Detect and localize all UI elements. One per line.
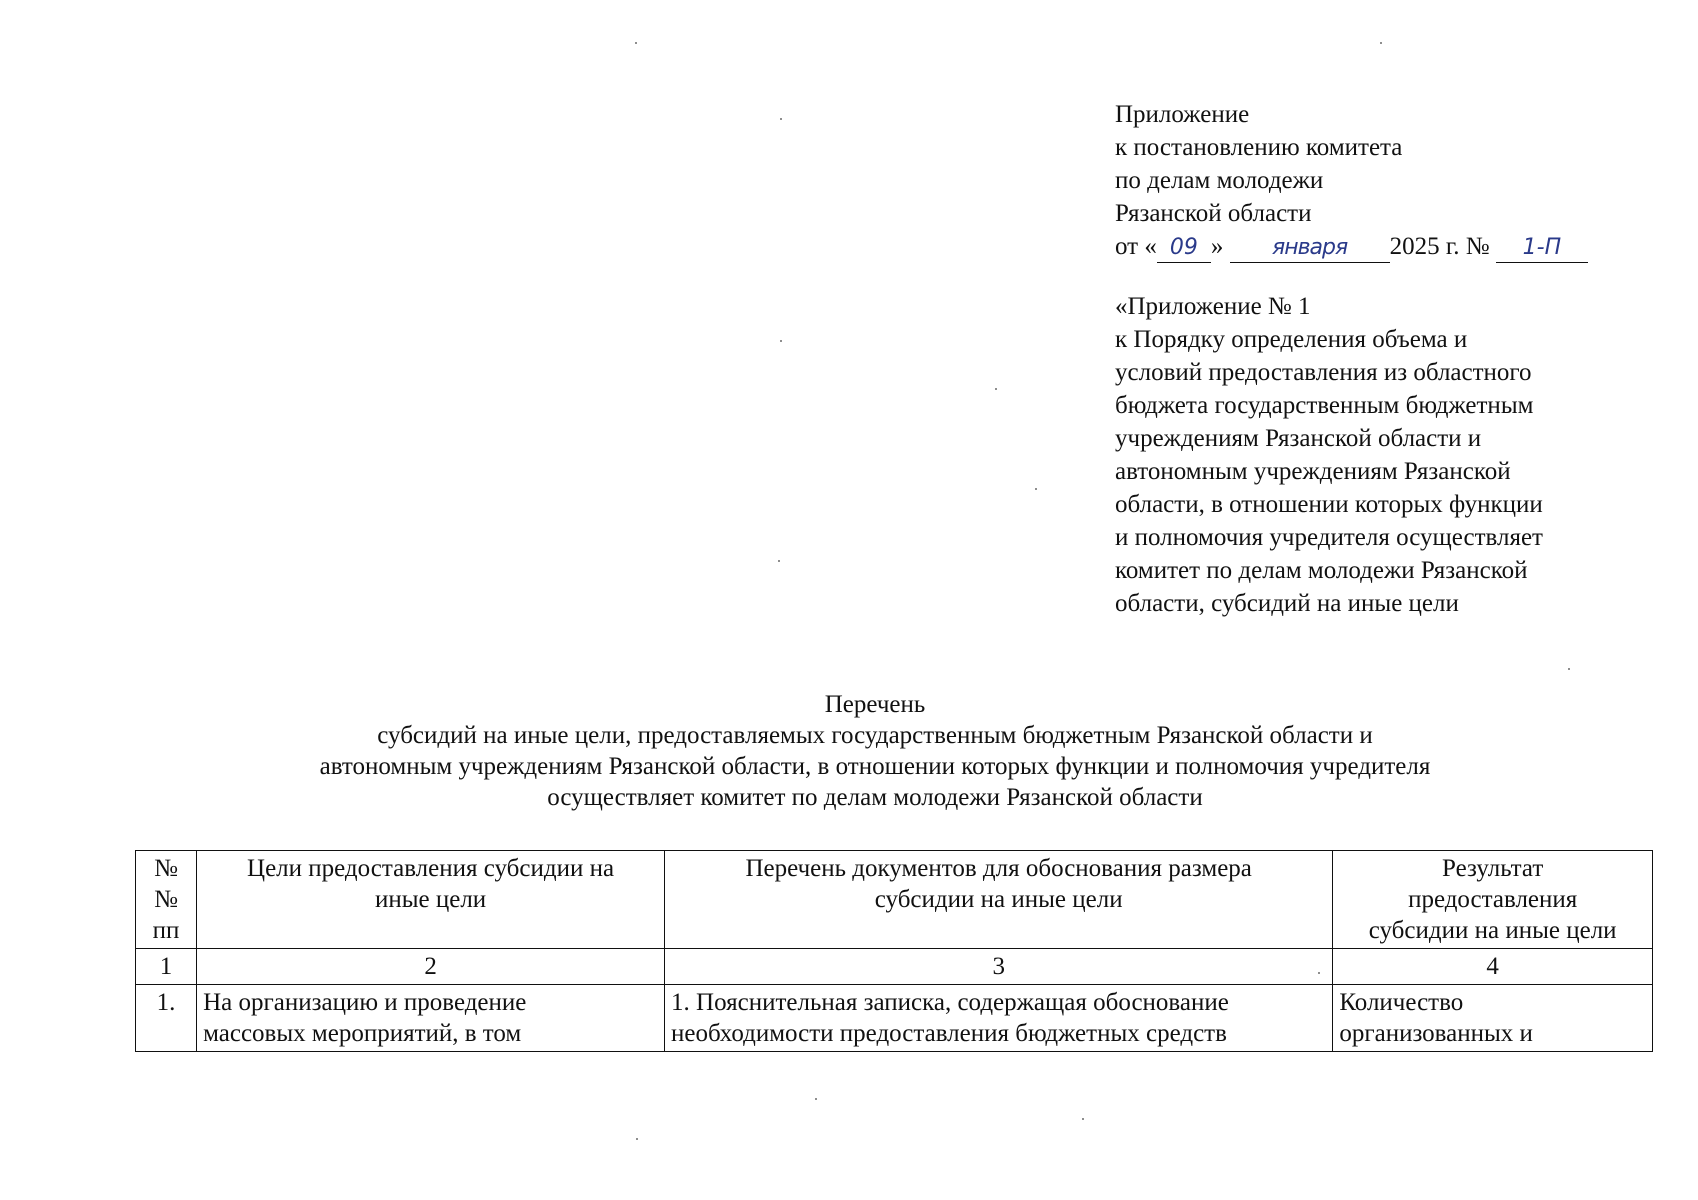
column-number-cell: 3 (665, 949, 1333, 985)
appendix-line: области, в отношении которых функции (1115, 491, 1543, 518)
scan-speck (778, 560, 780, 562)
appendix-line: комитет по делам молодежи Рязанской (1115, 557, 1528, 584)
scan-speck (1568, 668, 1570, 670)
cell-text: На организацию и проведение (203, 989, 527, 1016)
header-cell-text: пп (152, 917, 180, 944)
scan-speck (815, 1098, 817, 1100)
spacer (1115, 263, 1635, 290)
appendix-line: «Приложение № 1 (1115, 293, 1311, 320)
subsidies-table (135, 850, 1653, 1052)
header-cell-text: Перечень документов для обоснования размера (745, 855, 1252, 882)
header-cell-result (1333, 851, 1653, 949)
header-line: Рязанской области (1115, 200, 1312, 227)
header-cell-text: иные цели (374, 886, 487, 913)
cell-text: массовых мероприятий, в том (203, 1020, 522, 1047)
cell-text: необходимости предоставления бюджетных средств (671, 1020, 1227, 1047)
order-line (1115, 230, 1635, 263)
order-month-handwritten: января (1230, 234, 1390, 263)
header-cell-text: № (154, 886, 178, 913)
header-line: к постановлению комитета (1115, 134, 1403, 161)
header-line: Приложение (1115, 101, 1250, 128)
title-line: осуществляет комитет по делам молодежи Рязанской области (547, 784, 1203, 811)
order-day-handwritten: 09 (1157, 234, 1211, 263)
order-number-handwritten: 1-П (1496, 234, 1588, 263)
cell-text: 1. Пояснительная записка, содержащая обоснование (671, 989, 1229, 1016)
documents-cell (665, 985, 1333, 1052)
appendix-line: и полномочия учредителя осуществляет (1115, 524, 1543, 551)
scan-speck (995, 388, 997, 390)
table-header-row (136, 851, 1653, 949)
header-cell-text: № (154, 855, 178, 882)
title-line: Перечень (824, 691, 926, 718)
appendix-line: области, субсидий на иные цели (1115, 590, 1459, 617)
column-number-cell: 4 (1333, 949, 1653, 985)
order-prefix: от « (1115, 233, 1157, 260)
document-title (150, 689, 1600, 813)
appendix-line: автономным учреждениям Рязанской (1115, 458, 1511, 485)
scan-speck (636, 1138, 638, 1140)
table-row (136, 985, 1653, 1052)
order-mid: » (1210, 233, 1224, 260)
scan-speck (780, 340, 782, 342)
scan-speck (1035, 488, 1037, 490)
scan-speck (1380, 42, 1382, 44)
cell-text: организованных и (1339, 1020, 1533, 1047)
column-number-cell: 2 (197, 949, 665, 985)
header-cell-documents (665, 851, 1333, 949)
title-line: субсидий на иные цели, предоставляемых государственным бюджетным Рязанской области и (377, 722, 1373, 749)
scan-speck (635, 42, 637, 44)
header-block (1115, 98, 1635, 620)
header-cell-text: субсидии на иные цели (1368, 917, 1617, 944)
column-number-row (136, 949, 1653, 985)
column-number-cell: 1 (136, 949, 197, 985)
order-year: 2025 г. № (1389, 233, 1490, 260)
cell-text: 1. (156, 989, 176, 1016)
appendix-line: условий предоставления из областного (1115, 359, 1532, 386)
header-cell-text: Цели предоставления субсидии на (247, 855, 615, 882)
title-line: автономным учреждениям Рязанской области, в отношении которых функции и полномочия учредителя (319, 753, 1431, 780)
goal-cell (197, 985, 665, 1052)
header-cell-number (136, 851, 197, 949)
header-cell-goals (197, 851, 665, 949)
header-cell-text: Результат (1442, 855, 1544, 882)
header-cell-text: предоставления (1408, 886, 1578, 913)
appendix-line: бюджета государственным бюджетным (1115, 392, 1534, 419)
cell-text: Количество (1339, 989, 1464, 1016)
header-cell-text: субсидии на иные цели (874, 886, 1123, 913)
appendix-line: к Порядку определения объема и (1115, 326, 1468, 353)
scan-speck (1082, 1118, 1084, 1120)
header-line: по делам молодежи (1115, 167, 1324, 194)
appendix-line: учреждениям Рязанской области и (1115, 425, 1482, 452)
result-cell (1333, 985, 1653, 1052)
row-number-cell (136, 985, 197, 1052)
scan-speck (780, 118, 782, 120)
